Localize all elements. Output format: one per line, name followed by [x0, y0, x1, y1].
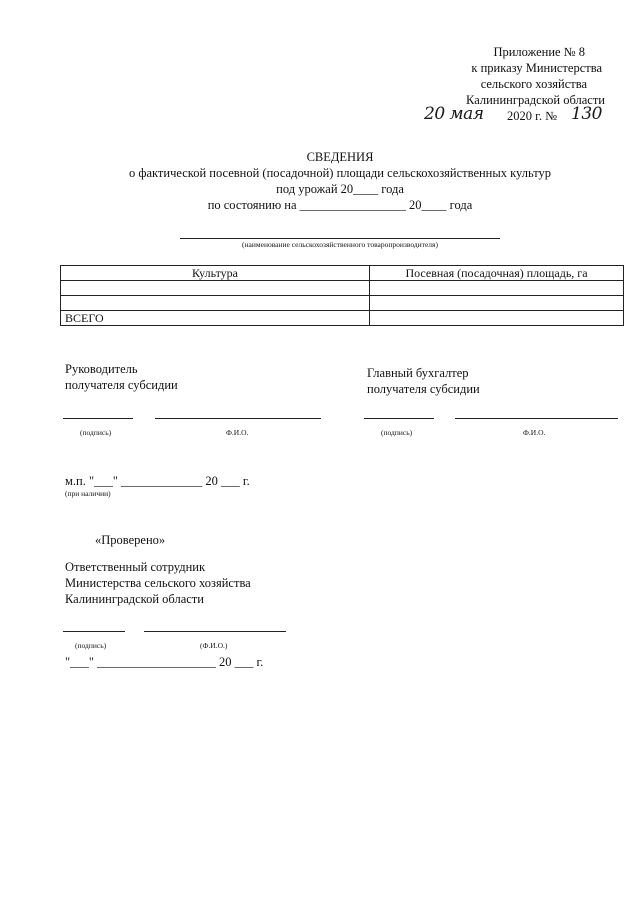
officer-title-3: Калининградской области: [65, 592, 204, 606]
table-cell[interactable]: [370, 296, 624, 311]
header-culture: Культура: [61, 266, 370, 281]
producer-name-caption: (наименование сельскохозяйственного товаропроизводителя): [242, 240, 438, 249]
table-cell[interactable]: [370, 281, 624, 296]
table-header-row: [61, 266, 624, 281]
accountant-signature-line[interactable]: [364, 418, 434, 419]
table-row[interactable]: [61, 296, 624, 311]
head-signature-caption: (подпись): [80, 428, 112, 437]
head-signature-line[interactable]: [63, 418, 133, 419]
handwritten-number: 130: [571, 104, 602, 124]
officer-fio-caption: (Ф.И.О.): [200, 641, 228, 650]
total-label: ВСЕГО: [61, 311, 370, 326]
accountant-title-1: Главный бухгалтер: [367, 366, 469, 380]
officer-date-line[interactable]: "___" ___________________ 20 ___ г.: [65, 655, 264, 669]
form-subtitle-3: по состоянию на _________________ 20____ года: [207, 198, 473, 212]
head-fio-line[interactable]: [155, 418, 321, 419]
head-title-2: получателя субсидии: [65, 378, 178, 392]
total-value[interactable]: [370, 311, 624, 326]
accountant-signature-caption: (подпись): [381, 428, 413, 437]
form-subtitle-1: о фактической посевной (посадочной) площади сельскохозяйственных культур: [128, 166, 552, 180]
form-subtitle-2: под урожай 20____ года: [276, 182, 404, 196]
appendix-line-4: Калининградской области: [466, 93, 605, 107]
officer-title-1: Ответственный сотрудник: [65, 560, 206, 574]
crop-area-table: [60, 265, 624, 326]
accountant-fio-line[interactable]: [455, 418, 618, 419]
stamp-caption: (при наличии): [65, 489, 111, 498]
table-cell[interactable]: [61, 281, 370, 296]
head-fio-caption: Ф.И.О.: [226, 428, 249, 437]
table-cell[interactable]: [61, 296, 370, 311]
appendix-year-no: 2020 г. №: [507, 109, 558, 123]
producer-name-line[interactable]: [180, 238, 500, 239]
handwritten-date: 20 мая: [424, 104, 484, 124]
officer-fio-line[interactable]: [144, 631, 286, 632]
officer-signature-line[interactable]: [63, 631, 125, 632]
officer-signature-caption: (подпись): [75, 641, 107, 650]
officer-title-2: Министерства сельского хозяйства: [65, 576, 251, 590]
head-title-1: Руководитель: [65, 362, 138, 376]
table-row[interactable]: [61, 281, 624, 296]
verified-label: «Проверено»: [95, 533, 166, 547]
appendix-line-1: Приложение № 8: [493, 45, 585, 59]
stamp-date-line[interactable]: м.п. "___" _____________ 20 ___ г.: [65, 474, 250, 488]
appendix-line-3: сельского хозяйства: [480, 77, 587, 91]
accountant-fio-caption: Ф.И.О.: [523, 428, 546, 437]
header-area: Посевная (посадочная) площадь, га: [370, 266, 624, 281]
form-heading: СВЕДЕНИЯ: [306, 150, 374, 164]
appendix-line-2: к приказу Министерства: [471, 61, 602, 75]
table-total-row[interactable]: [61, 311, 624, 326]
accountant-title-2: получателя субсидии: [367, 382, 480, 396]
